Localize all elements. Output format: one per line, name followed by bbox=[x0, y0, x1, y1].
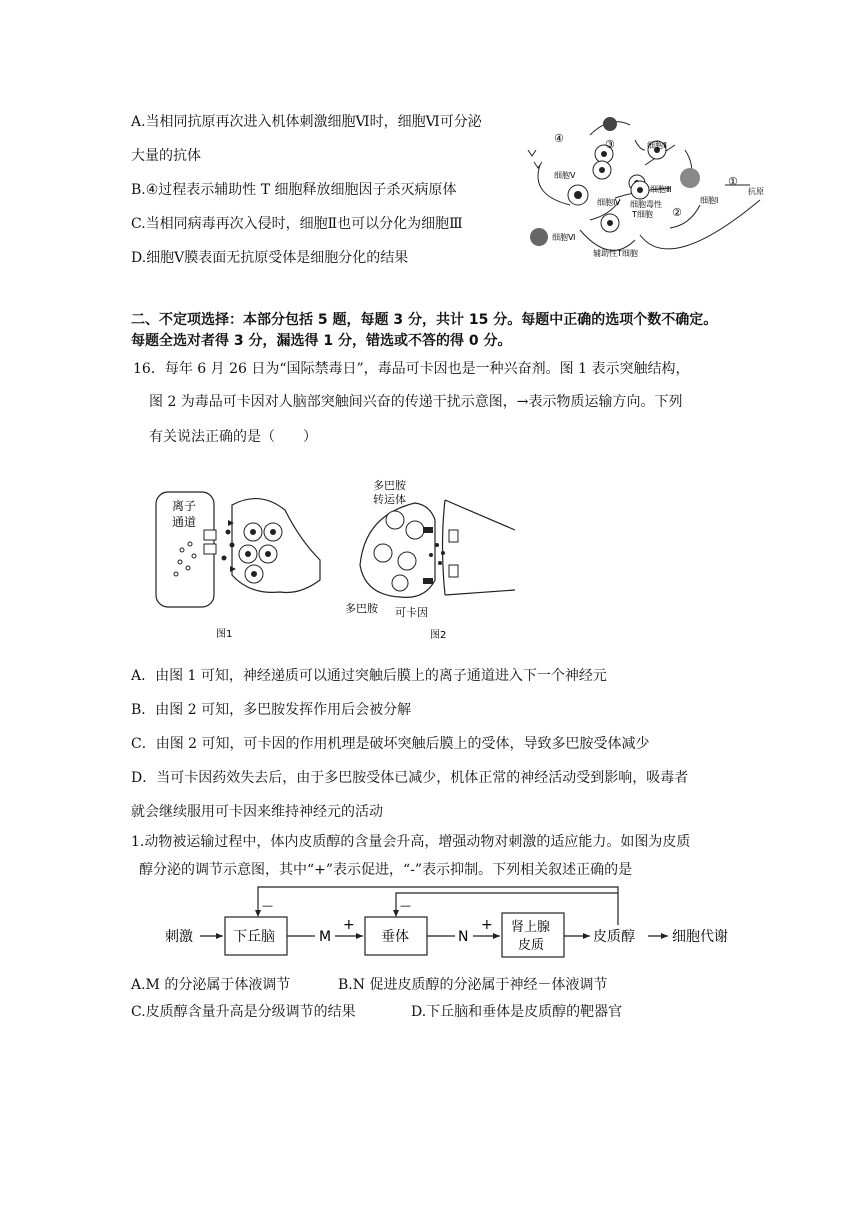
q16-option-d-line2: 就会继续服用可卡因来维持神经元的活动 bbox=[131, 804, 383, 820]
q1-option-d: D.下丘脑和垂体是皮质醇的靶器官 bbox=[411, 1004, 623, 1020]
q1-option-c: C.皮质醇含量升高是分级调节的结果 bbox=[131, 1004, 356, 1020]
q15-option-a-line1: A.当相同抗原再次进入机体刺激细胞Ⅵ时，细胞Ⅵ可分泌 bbox=[131, 114, 482, 130]
cell-4-label: 细胞Ⅳ bbox=[597, 198, 621, 207]
cortisol-label: 皮质醇 bbox=[593, 929, 635, 945]
inhibit-sign-1: — bbox=[262, 899, 273, 912]
cytotoxic-t-label-1: 细胞毒性 bbox=[630, 200, 662, 209]
cortisol-regulation-diagram bbox=[160, 885, 780, 965]
cell-2-label: 细胞Ⅱ bbox=[647, 141, 667, 150]
antigen-label: 抗原 bbox=[748, 187, 764, 196]
dopamine-transporter-label-2: 转运体 bbox=[373, 493, 406, 506]
cell-6-label: 细胞Ⅵ bbox=[552, 233, 576, 242]
figure-2-caption: 图2 bbox=[430, 630, 447, 641]
step-3-label: ③ bbox=[605, 138, 615, 151]
step-1-label: ① bbox=[728, 175, 738, 188]
q16-stem-line1: 16．每年 6 月 26 日为“国际禁毒日”，毒品可卡因也是一种兴奋剂。图 1 表示突触结构， bbox=[133, 361, 690, 377]
section-2-instructions-line1: 二、不定项选择：本部分包括 5 题，每题 3 分，共计 15 分。每题中正确的选项个数不确定。 bbox=[131, 312, 718, 328]
synapse-figure-2 bbox=[345, 475, 520, 645]
q1-stem-line2: 醇分泌的调节示意图，其中“+”表示促进，“-”表示抑制。下列相关叙述正确的是 bbox=[139, 862, 633, 878]
step-4-label: ④ bbox=[554, 132, 564, 145]
q16-option-d-line1: D．当可卡因药效失去后，由于多巴胺受体已减少，机体正常的神经活动受到影响，吸毒者 bbox=[131, 770, 689, 786]
figure-1-caption: 图1 bbox=[216, 629, 233, 640]
q16-option-b: B．由图 2 可知，多巴胺发挥作用后会被分解 bbox=[131, 702, 412, 718]
promote-sign-1: + bbox=[343, 917, 355, 933]
cell-3-label: 细胞Ⅲ bbox=[650, 185, 672, 194]
cytotoxic-t-label-2: T细胞 bbox=[632, 210, 653, 219]
adrenal-cortex-box-line2: 皮质 bbox=[518, 938, 545, 953]
cell-5-label: 细胞Ⅴ bbox=[554, 171, 576, 180]
dopamine-transporter-label-1: 多巴胺 bbox=[373, 479, 406, 492]
q1-option-b: B.N 促进皮质醇的分泌属于神经－体液调节 bbox=[338, 977, 608, 993]
immune-response-figure bbox=[520, 110, 780, 270]
cocaine-label: 可卡因 bbox=[395, 606, 428, 619]
helper-t-label: 辅助性T细胞 bbox=[593, 249, 638, 258]
section-2-instructions-line2: 每题全选对者得 3 分，漏选得 1 分，错选或不答的得 0 分。 bbox=[131, 333, 512, 349]
q15-option-b: B.④过程表示辅助性 T 细胞释放细胞因子杀灭病原体 bbox=[131, 182, 457, 198]
hormone-n-label: N bbox=[458, 929, 469, 945]
q15-option-d: D.细胞Ⅴ膜表面无抗原受体是细胞分化的结果 bbox=[131, 250, 409, 266]
q15-option-a-line2: 大量的抗体 bbox=[131, 148, 201, 164]
q16-stem-line3: 有关说法正确的是（ ） bbox=[149, 429, 317, 445]
pituitary-box: 垂体 bbox=[381, 929, 409, 945]
step-2-label: ② bbox=[672, 206, 682, 219]
ion-channel-label-1: 离子 bbox=[172, 499, 197, 513]
hormone-m-label: M bbox=[319, 929, 332, 945]
q15-option-c: C.当相同病毒再次入侵时，细胞Ⅱ也可以分化为细胞Ⅲ bbox=[131, 216, 463, 232]
cell-metabolism-label: 细胞代谢 bbox=[672, 929, 728, 945]
inhibit-sign-2: — bbox=[400, 899, 411, 912]
q16-option-a: A．由图 1 可知，神经递质可以通过突触后膜上的离子通道进入下一个神经元 bbox=[131, 668, 607, 684]
q1-option-a: A.M 的分泌属于体液调节 bbox=[131, 977, 291, 993]
ion-channel-label-2: 通道 bbox=[172, 515, 197, 529]
q16-stem-line2: 图 2 为毒品可卡因对人脑部突触间兴奋的传递干扰示意图，→表示物质运输方向。下列 bbox=[149, 394, 683, 410]
hypothalamus-box: 下丘脑 bbox=[233, 929, 275, 945]
synapse-figure-1 bbox=[150, 480, 325, 640]
dopamine-label: 多巴胺 bbox=[345, 602, 378, 615]
stimulus-label: 刺激 bbox=[165, 929, 193, 945]
cell-1-label: 细胞Ⅰ bbox=[700, 196, 719, 205]
promote-sign-2: + bbox=[481, 917, 493, 933]
q1-stem-line1: 1.动物被运输过程中，体内皮质醇的含量会升高，增强动物对刺激的适应能力。如图为皮质 bbox=[131, 834, 691, 850]
q16-option-c: C．由图 2 可知，可卡因的作用机理是破坏突触后膜上的受体，导致多巴胺受体减少 bbox=[131, 736, 650, 752]
adrenal-cortex-box-line1: 肾上腺 bbox=[511, 920, 551, 935]
